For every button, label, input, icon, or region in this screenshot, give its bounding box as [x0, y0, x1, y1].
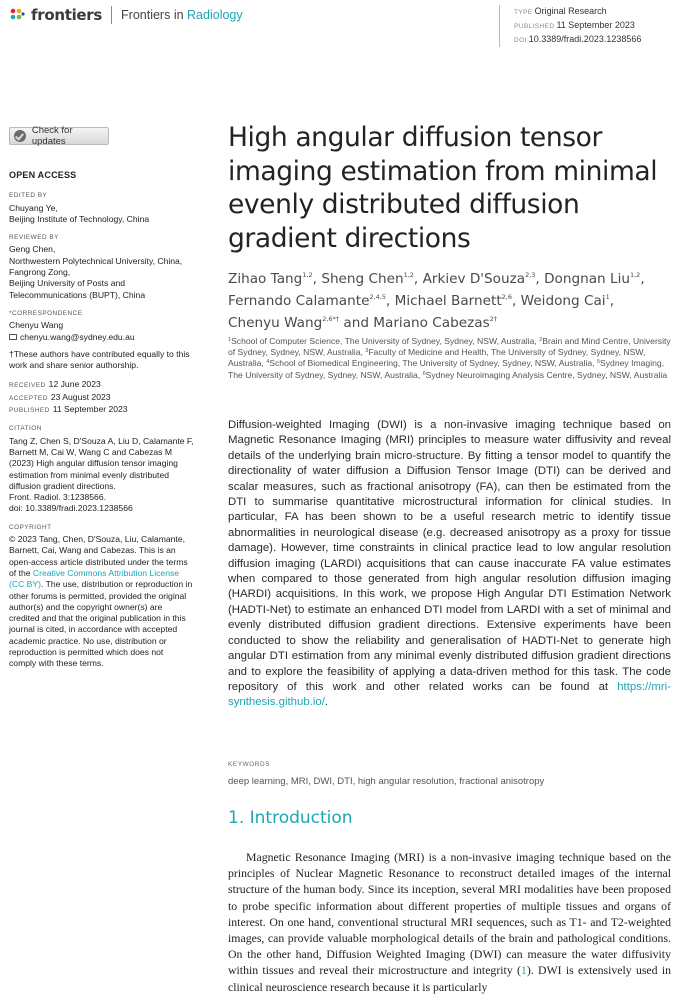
- correspondence-name: Chenyu Wang: [9, 320, 64, 331]
- citation-line: doi: 10.3389/fradi.2023.1238566: [9, 503, 133, 514]
- citation-label: CITATION: [9, 425, 42, 433]
- meta-doi-value[interactable]: 10.3389/fradi.2023.1238566: [528, 34, 642, 44]
- author-name[interactable]: Dongnan Liu: [544, 271, 630, 287]
- affil-sup: 4: [266, 359, 270, 366]
- affil-text: Sydney Imaging, The University of Sydney, Sydney, NSW, Australia,: [228, 358, 665, 380]
- meta-type-value: Original Research: [534, 6, 607, 16]
- copyright-line: reproduction is permitted which does not: [9, 646, 164, 657]
- meta-doi: [514, 33, 641, 47]
- affiliations: [228, 336, 673, 381]
- affil-sup: 3: [365, 348, 369, 355]
- citation-line: (2023) High angular diffusion tensor imaging: [9, 458, 178, 469]
- edited-by-label: EDITED BY: [9, 192, 48, 200]
- accepted-date: 23 August 2023: [50, 391, 111, 402]
- citation-line: estimation from minimal evenly distributed: [9, 469, 169, 480]
- author-sep: ,: [512, 293, 521, 309]
- frontiers-logo[interactable]: [9, 6, 243, 24]
- introduction-text: [228, 849, 671, 995]
- mail-icon: [9, 334, 17, 340]
- article-meta: [499, 5, 641, 47]
- page-header: [0, 0, 690, 50]
- copyright-line: © 2023 Tang, Chen, D'Souza, Liu, Calamante,: [9, 534, 185, 545]
- correspondence-label: *CORRESPONDENCE: [9, 309, 83, 317]
- author-affil-sup: 2†: [489, 315, 498, 323]
- meta-doi-label: DOI: [514, 37, 527, 44]
- author-affil-sup: 1,2: [629, 271, 641, 279]
- copyright-line: comply with these terms.: [9, 658, 104, 669]
- check-for-updates-label: Check for updates: [31, 125, 73, 147]
- reviewed-by-line: Geng Chen,: [9, 244, 56, 255]
- author-sep: ,: [312, 271, 322, 287]
- meta-published: [514, 19, 641, 33]
- reference-link[interactable]: 1: [520, 963, 527, 978]
- reviewed-by-line: Beijing University of Posts and: [9, 278, 126, 289]
- author-name[interactable]: Arkiev D'Souza: [422, 271, 526, 287]
- affil-sup: 6: [422, 370, 426, 377]
- copyright-text: of the: [9, 567, 33, 578]
- copyright-line: [9, 579, 214, 590]
- frontiers-logo-icon: [9, 7, 25, 23]
- author-name[interactable]: Chenyu Wang: [228, 315, 323, 331]
- author-affil-sup: 1: [605, 293, 610, 301]
- received-row: [9, 379, 214, 391]
- intro-paragraph: Magnetic Resonance Imaging (MRI) is a non-invasive imaging technique based on the principles of Nuclear Magnetic Resonance to reconstruct detailed images of the internal structure of the human body. Since its inception, several MRI modalities have been proposed to probe specific information about different properties of multiple tissues and organs of interest. On one hand, conventional structural MRI sequences, such as T1- and T2-weighted images, can provide valuable morphological details of the brain and pathological conditions. On the other hand, Diffusion Weighted Imaging (DWI) can measure the water diffusivity within tissues and reveal their microstructure and integrity (: [228, 850, 671, 978]
- author-affil-sup: 2,6: [501, 293, 513, 301]
- reviewed-by-line: Fangrong Zong,: [9, 267, 71, 278]
- affil-text: School of Computer Science, The University of Sydney, Sydney, NSW, Australia,: [231, 336, 540, 346]
- meta-type: [514, 5, 641, 19]
- author-name[interactable]: Weidong Cai: [520, 293, 606, 309]
- reviewed-by-line: Northwestern Polytechnical University, China,: [9, 255, 183, 266]
- published-date: 11 September 2023: [52, 404, 128, 415]
- intro-paragraph-cont: ). DWI is extensively used in clinical neuroscience research because it is particularly: [228, 963, 672, 994]
- author-affil-sup: 1,2: [302, 271, 313, 279]
- abstract: [228, 418, 671, 711]
- license-link-cc[interactable]: (CC BY): [9, 579, 41, 590]
- check-icon: [14, 130, 26, 142]
- title-line: gradient directions: [228, 222, 471, 254]
- author-sep: ,: [385, 293, 395, 309]
- reviewed-by-line: Telecommunications (BUPT), China: [9, 289, 146, 300]
- author-name[interactable]: Zihao Tang: [228, 271, 303, 287]
- correspondence-email[interactable]: chenyu.wang@sydney.edu.au: [20, 331, 135, 342]
- equal-note-line: work and share senior authorship.: [9, 360, 139, 371]
- citation-line: Tang Z, Chen S, D'Souza A, Liu D, Calamante F,: [9, 435, 194, 446]
- author-sep: ,: [413, 271, 423, 287]
- affil-text: Sydney Neuroimaging Analysis Centre, Sydney, NSW, Australia: [425, 369, 668, 380]
- edited-by-line: Chuyang Ye,: [9, 202, 58, 213]
- title-line: evenly distributed diffusion: [228, 189, 580, 220]
- affil-text: School of Biomedical Engineering, The University of Sydney, Sydney, NSW, Australia,: [269, 358, 597, 369]
- code-repository-link[interactable]: https://mri-synthesis.github.io/: [228, 680, 671, 709]
- published-label: PUBLISHED: [9, 407, 50, 415]
- copyright-text: . The use, distribution or reproduction in: [41, 579, 193, 590]
- author-name[interactable]: Mariano Cabezas: [373, 315, 490, 331]
- title-line: imaging estimation from minimal: [228, 155, 658, 187]
- author-list: [228, 268, 678, 334]
- author-affil-sup: 1,2: [403, 271, 414, 279]
- check-for-updates-button[interactable]: [9, 127, 109, 145]
- edited-by-line: Beijing Institute of Technology, China: [9, 213, 150, 224]
- copyright-line: journal is cited, in accordance with accepted: [9, 624, 178, 635]
- copyright-line: Barnett, Cai, Wang and Cabezas. This is an: [9, 545, 176, 556]
- author-affil-sup: 2,6*†: [322, 315, 340, 323]
- copyright-line: open-access article distributed under the terms: [9, 556, 188, 567]
- author-affil-sup: 2,3: [525, 271, 536, 279]
- equal-note-line: †These authors have contributed equally to this: [9, 348, 190, 359]
- keywords: deep learning, MRI, DWI, DTI, high angular resolution, fractional anisotropy: [228, 776, 545, 787]
- correspondence-email-row: [9, 332, 214, 343]
- author-sep: ,: [640, 271, 645, 287]
- copyright-line: [9, 568, 214, 579]
- published-row: [9, 404, 214, 416]
- affil-sup: 2: [539, 337, 543, 343]
- logo-text: frontiers: [31, 6, 103, 24]
- author-name[interactable]: Sheng Chen: [321, 271, 404, 287]
- copyright-line: credited and that the original publication in this: [9, 613, 186, 624]
- copyright-line: academic practice. No use, distribution or: [9, 635, 167, 646]
- abstract-end: .: [324, 696, 329, 709]
- copyright-line: other forums is permitted, provided the original: [9, 590, 187, 601]
- abstract-text: Diffusion-weighted Imaging (DWI) is a non-invasive imaging technique based on Magnetic Resonance Imaging (MRI) principles to measure water diffusivity and reveal details of the underlying brain micro-structure. By fitting a tensor model to quantify the directionality of water diffusion a Diffusion Tensor Image (DTI) can be derived and scalar measures, such as fractional anisotropy (FA), can then be estimated from the DTI to summarise quantitative microstructural information for clinical studies. In particular, FA has been shown to be a useful research metric to identify tissue abnormalities in neurological disease (e.g. decreased anisotropy as a proxy for tissue damage). However, time constraints in clinical practice lead to low angular resolution diffusion imaging (LARDI) acquisitions that can cause inaccurate FA value estimates when compared to those generated from high angular resolution diffusion imaging (HARDI) acquisitions. In this work, we propose High Angular DTI Estimation Network (HADTI-Net) to estimate an enhanced DTI model from LARDI with a set of minimal and evenly distributed diffusion gradient directions. Extensive experiments have been conducted to show the reliability and generalisation of HADTI-Net to generate high angular DTI estimation from any minimal evenly distributed diffusion gradient directions and to explore the feasibility of applying a data-driven method for this task. The code repository of this work and other related works can be found at: [228, 419, 671, 693]
- journal-accent: Radiology: [187, 8, 243, 22]
- open-access-label: OPEN ACCESS: [9, 170, 77, 180]
- introduction-heading: 1. Introduction: [228, 808, 353, 828]
- author-affil-sup: 2,4,5: [369, 293, 386, 301]
- reviewed-by-label: REVIEWED BY: [9, 234, 59, 242]
- title-line: High angular diffusion tensor: [228, 122, 602, 153]
- license-link[interactable]: Creative Commons Attribution License: [32, 567, 180, 578]
- author-name[interactable]: Fernando Calamante: [228, 293, 370, 309]
- citation-line: diffusion gradient directions.: [9, 480, 116, 491]
- affil-sup: 1: [228, 337, 232, 343]
- logo-divider: [111, 6, 112, 24]
- received-label: RECEIVED: [9, 382, 46, 390]
- journal-prefix: Frontiers in: [121, 8, 188, 22]
- affil-text: Faculty of Medicine and Health, The University of Sydney, Sydney, NSW, Australia,: [228, 347, 646, 369]
- article-title: [228, 121, 678, 255]
- copyright-line: author(s) and the copyright owner(s) are: [9, 601, 163, 612]
- affil-sup: 5: [596, 359, 601, 366]
- author-sep: ,: [609, 293, 615, 309]
- author-sep: ,: [535, 271, 545, 287]
- meta-published-label: PUBLISHED: [514, 23, 555, 30]
- copyright-label: COPYRIGHT: [9, 523, 52, 531]
- affil-text: Brain and Mind Centre, University of Sydney, Sydney, NSW, Australia,: [228, 336, 671, 358]
- sidebar: [9, 170, 214, 670]
- author-sep: and: [339, 315, 374, 331]
- meta-type-label: TYPE: [514, 9, 533, 16]
- received-date: 12 June 2023: [48, 379, 101, 390]
- citation-line: Barnett M, Cai W, Wang C and Cabezas M: [9, 446, 173, 457]
- meta-published-value: 11 September 2023: [556, 20, 635, 30]
- accepted-label: ACCEPTED: [9, 394, 48, 402]
- author-name[interactable]: Michael Barnett: [394, 293, 502, 309]
- keywords-label: KEYWORDS: [228, 761, 271, 768]
- citation-line: Front. Radiol. 3:1238566.: [9, 492, 106, 503]
- accepted-row: [9, 392, 214, 404]
- journal-name: [121, 8, 243, 22]
